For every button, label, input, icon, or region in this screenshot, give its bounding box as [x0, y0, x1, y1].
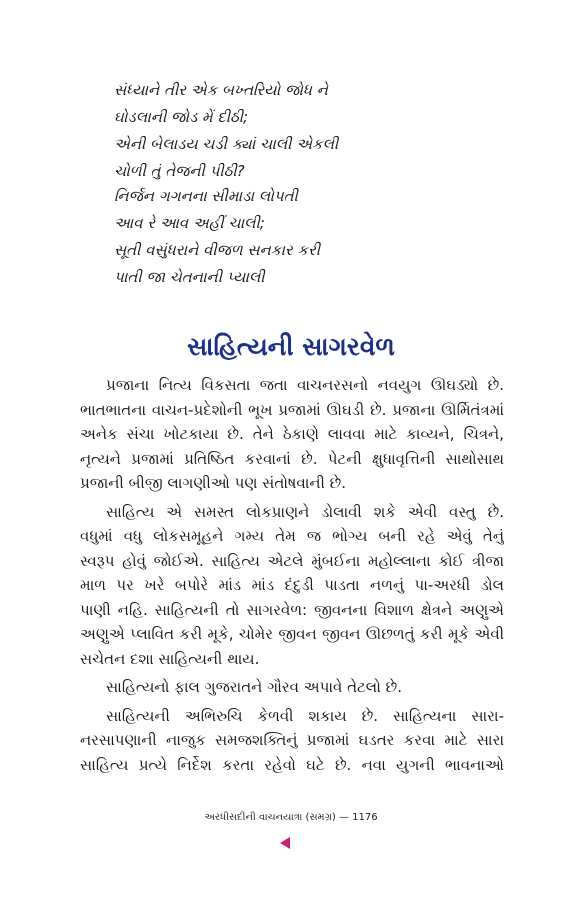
- text-line: સ્વરૂપ હોવું જોઈએ. સાહિત્ય એટલે મુંબઈના મહોલ્લાના કોઈ ત્રીજા: [80, 551, 504, 570]
- text-line: નરસાપણાની નાજુક સમજશક્તિનું પ્રજામાં ઘડતર કરવા માટે સારા: [80, 731, 504, 749]
- poem-line: સૂતી વસુંધરાને વીજળ સનકાર કરી: [114, 241, 321, 259]
- text-line: ભાતભાતના વાચન-પ્રદેશોની ભૂખ પ્રજામાં ઊઘડી છે. પ્રજાના ઊર્મિતંત્રમાં: [80, 400, 504, 419]
- article-body: [80, 373, 504, 777]
- text-line: વધુમાં વધુ લોકસમૂહને ગમ્ય તેમ જ ભોગ્ય બની રહે એવું તેનું: [80, 527, 504, 545]
- page-footer: અરધીસદીની વાચનયાત્રા (સમગ્ર) — 1176: [204, 812, 378, 823]
- poem-line: ઘોડલાની જોડ મેં દીઠી;: [114, 108, 249, 126]
- poem-stanza-1: [114, 77, 414, 185]
- paragraph-3: [80, 675, 504, 700]
- poem-line: એની બેલાડય ચડી ક્યાં ચાલી એકલી: [114, 135, 339, 153]
- paragraph-1: [80, 373, 504, 496]
- text-line: નૃત્યને પ્રજામાં પ્રતિષ્ઠિત કરવાનાં છે. પેટની ક્ષુધાવૃત્તિની સાથોસાથ: [80, 449, 504, 468]
- poem-line: આવ રે આવ અહીં ચાલી;: [114, 214, 265, 232]
- paragraph-2: [80, 500, 504, 672]
- poem-line: નિર્જન ગગનના સીમાડા લોપતી: [114, 187, 298, 205]
- poem-stanza-2: [114, 183, 414, 291]
- text-line: માળ પર ખરે બપોરે માંડ માંડ દંદુડી પાડતા નળનું પા-અરધી ડોલ: [80, 576, 504, 594]
- text-line: પ્રજાની બીજી લાગણીઓ પણ સંતોષવાની છે.: [80, 474, 347, 492]
- poem-line: ચોળી તું તેજની પીઠી?: [114, 162, 245, 180]
- text-line: સાહિત્ય એ સમસ્ત લોકપ્રાણને ડોલાવી શકે એવી વસ્તુ છે.: [106, 502, 504, 521]
- text-line: પ્રજાના નિત્ય વિકસતા જતા વાચનરસનો નવયુગ ઊઘડ્યો છે.: [106, 376, 504, 394]
- text-line: પાણી નહિ. સાહિત્યની તો સાગરવેળ: જીવનના વિશાળ ક્ષેત્રને અણુએ: [80, 600, 504, 619]
- text-line: અણુએ પ્લાવિત કરી મૂકે, ચોમેર જીવન જીવન ઊછળતું કરી મૂકે એવી: [80, 625, 504, 643]
- section-heading: સાહિત્યની સાગરવેળ: [187, 332, 395, 361]
- text-line: સાહિત્યની અભિરુચિ કેળવી શકાય છે. સાહિત્યના સારા-: [106, 706, 504, 725]
- text-line: સચેતન દશા સાહિત્યની થાય.: [80, 649, 260, 668]
- poem-line: સંધ્યાને તીર એક બખ્તરિયો જોધ ને: [114, 81, 328, 99]
- text-line: સાહિત્ય પ્રત્યે નિર્દેશ કરતા રહેવો ઘટે છે. નવા યુગની ભાવનાઓ: [80, 755, 504, 774]
- text-line: સાહિત્યનો ફાલ ગુજરાતને ગૌરવ અપાવે તેટલો છે.: [106, 678, 402, 696]
- poem-line: પાતી જા ચેતનાની પ્યાલી: [114, 268, 265, 286]
- text-line: અનેક સંચા ખોટકાયા છે. તેને ઠેકાણે લાવવા માટે કાવ્યને, ચિત્રને,: [80, 425, 504, 443]
- previous-page-arrow-icon[interactable]: [280, 837, 290, 849]
- paragraph-4: [80, 704, 504, 778]
